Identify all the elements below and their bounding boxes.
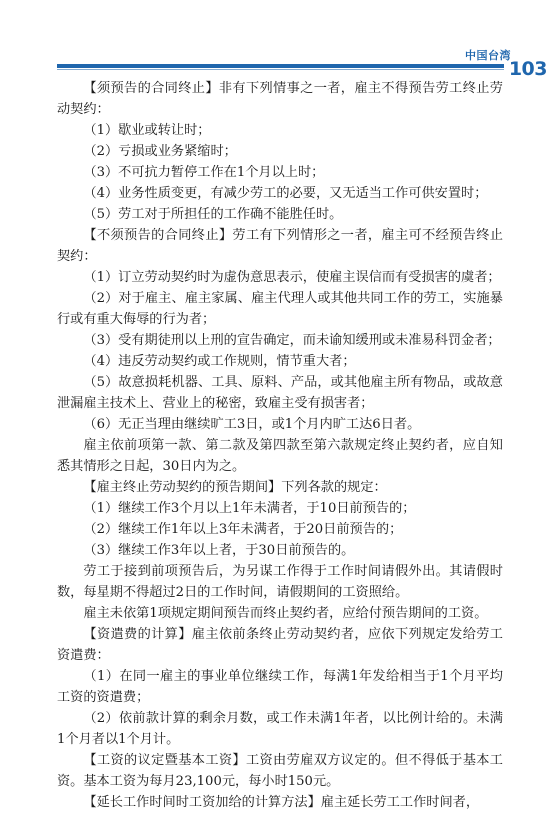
list-item: （1）歇业或转让时；	[83, 123, 211, 138]
paragraph: 劳工于接到前项预告后，为另谋工作得于工作时间请假外出。其请假时数，每星期不得超过2日的工作时间，请假期间的工资照给。	[57, 564, 503, 600]
list-item: （2）对于雇主、雇主家属、雇主代理人或其他共同工作的劳工，实施暴行或有重大侮辱的行为者；	[57, 291, 503, 327]
header-rule	[57, 64, 504, 68]
list-item: （2）依前款计算的剩余月数，或工作未满1年者，以比例计给的。未满1个月者以1个月计。	[57, 711, 503, 747]
page-header	[0, 0, 559, 80]
paragraph: 【延长工作时间时工资加给的计算方法】雇主延长劳工工作时间者，	[83, 795, 480, 810]
list-item: （5）劳工对于所担任的工作确不能胜任时。	[83, 207, 343, 222]
list-item: （1）订立劳动契约时为虚伪意思表示，使雇主误信而有受损害的虞者；	[83, 270, 501, 285]
paragraph: 雇主依前项第一款、第二款及第四款至第六款规定终止契约者，应自知悉其情形之日起，30日内为之。	[57, 438, 503, 474]
list-item: （4）业务性质变更，有减少劳工的必要，又无适当工作可供安置时；	[83, 186, 488, 201]
list-item: （2）亏损或业务紧缩时；	[83, 144, 237, 159]
list-item: （3）继续工作3年以上者，于30日前预告的。	[83, 543, 355, 558]
list-item: （5）故意损耗机器、工具、原料、产品，或其他雇主所有物品，或故意泄漏雇主技术上、营业上的秘密，致雇主受有损害者；	[57, 375, 503, 411]
paragraph: 【资遣费的计算】雇主依前条终止劳动契约者，应依下列规定发给劳工资遣费：	[57, 627, 503, 663]
list-item: （1）继续工作3个月以上1年未满者，于10日前预告的；	[83, 501, 416, 516]
list-item: （1）在同一雇主的事业单位继续工作，每满1年发给相当于1个月平均工资的资遣费；	[57, 669, 503, 705]
header-rule-thin	[57, 69, 504, 70]
list-item: （3）不可抗力暂停工作在1个月以上时；	[83, 165, 325, 180]
paragraph: 【雇主终止劳动契约的预告期间】下列各款的规定：	[83, 480, 387, 495]
page-body	[57, 78, 503, 813]
paragraph: 【工资的议定暨基本工资】工资由劳雇双方议定的。但不得低于基本工资。基本工资为每月23,100元，每小时150元。	[57, 753, 503, 789]
running-header-section: 中国台湾	[465, 49, 511, 62]
list-item: （3）受有期徒刑以上刑的宣告确定，而未谕知缓刑或未准易科罚金者；	[83, 333, 501, 348]
paragraph: 雇主未依第1项规定期间预告而终止契约者，应给付预告期间的工资。	[83, 606, 488, 621]
paragraph: 【不须预告的合同终止】劳工有下列情形之一者，雇主可不经预告终止契约：	[57, 228, 503, 264]
paragraph: 【须预告的合同终止】非有下列情事之一者，雇主不得预告劳工终止劳动契约：	[57, 81, 503, 117]
page-number: 103	[508, 58, 547, 80]
list-item: （6）无正当理由继续旷工3日，或1个月内旷工达6日者。	[83, 417, 421, 432]
list-item: （2）继续工作1年以上3年未满者，于20日前预告的；	[83, 522, 403, 537]
list-item: （4）违反劳动契约或工作规则，情节重大者；	[83, 354, 356, 369]
